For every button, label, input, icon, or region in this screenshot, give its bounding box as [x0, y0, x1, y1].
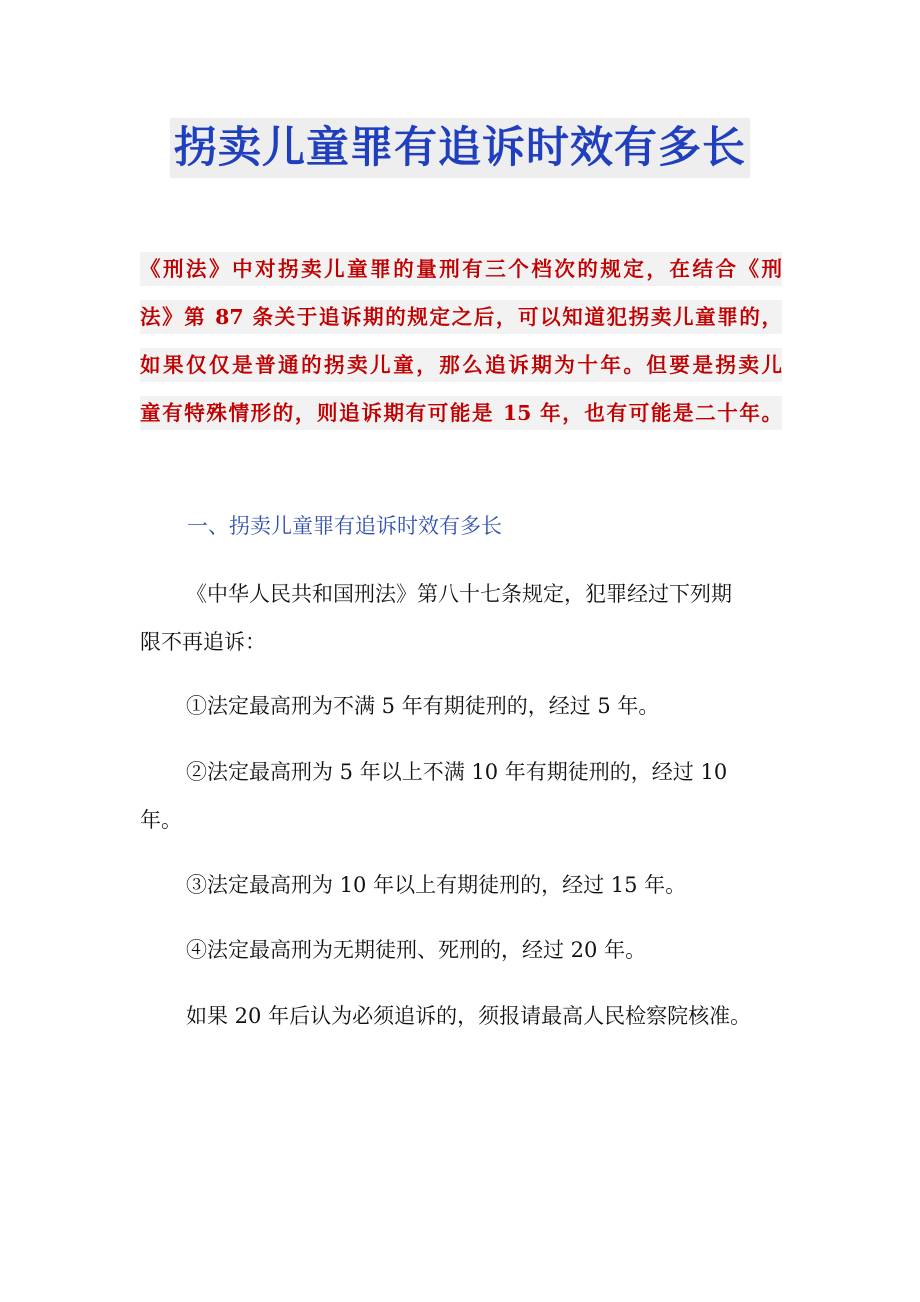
provision-item-3: ③法定最高刑为 10 年以上有期徒刑的，经过 15 年。 [186, 873, 687, 897]
provision-item-2-line: 年。 [140, 808, 182, 832]
summary-line: 《刑法》中对拐卖儿童罪的量刑有三个档次的规定，在结合《刑 [140, 252, 782, 286]
intro-line: 《中华人民共和国刑法》第八十七条规定，犯罪经过下列期 [186, 582, 732, 606]
closing-paragraph: 如果 20 年后认为必须追诉的，须报请最高人民检察院核准。 [186, 1004, 752, 1028]
page-title: 拐卖儿童罪有追诉时效有多长 [170, 118, 750, 178]
section-heading: 一、拐卖儿童罪有追诉时效有多长 [187, 514, 502, 538]
summary-line: 童有特殊情形的，则追诉期有可能是 15 年，也有可能是二十年。 [140, 396, 782, 430]
title-container [0, 118, 920, 178]
provision-item-2-line: ②法定最高刑为 5 年以上不满 10 年有期徒刑的，经过 10 [186, 760, 728, 784]
summary-line: 法》第 87 条关于追诉期的规定之后，可以知道犯拐卖儿童罪的， [140, 300, 782, 334]
summary-paragraph [140, 252, 782, 444]
provision-item-1: ①法定最高刑为不满 5 年有期徒刑的，经过 5 年。 [186, 694, 660, 718]
summary-line: 如果仅仅是普通的拐卖儿童，那么追诉期为十年。但要是拐卖儿 [140, 348, 782, 382]
provision-item-2 [140, 748, 782, 844]
provision-item-4: ④法定最高刑为无期徒刑、死刑的，经过 20 年。 [186, 938, 647, 962]
intro-paragraph [140, 570, 782, 666]
intro-line: 限不再追诉： [140, 630, 266, 654]
